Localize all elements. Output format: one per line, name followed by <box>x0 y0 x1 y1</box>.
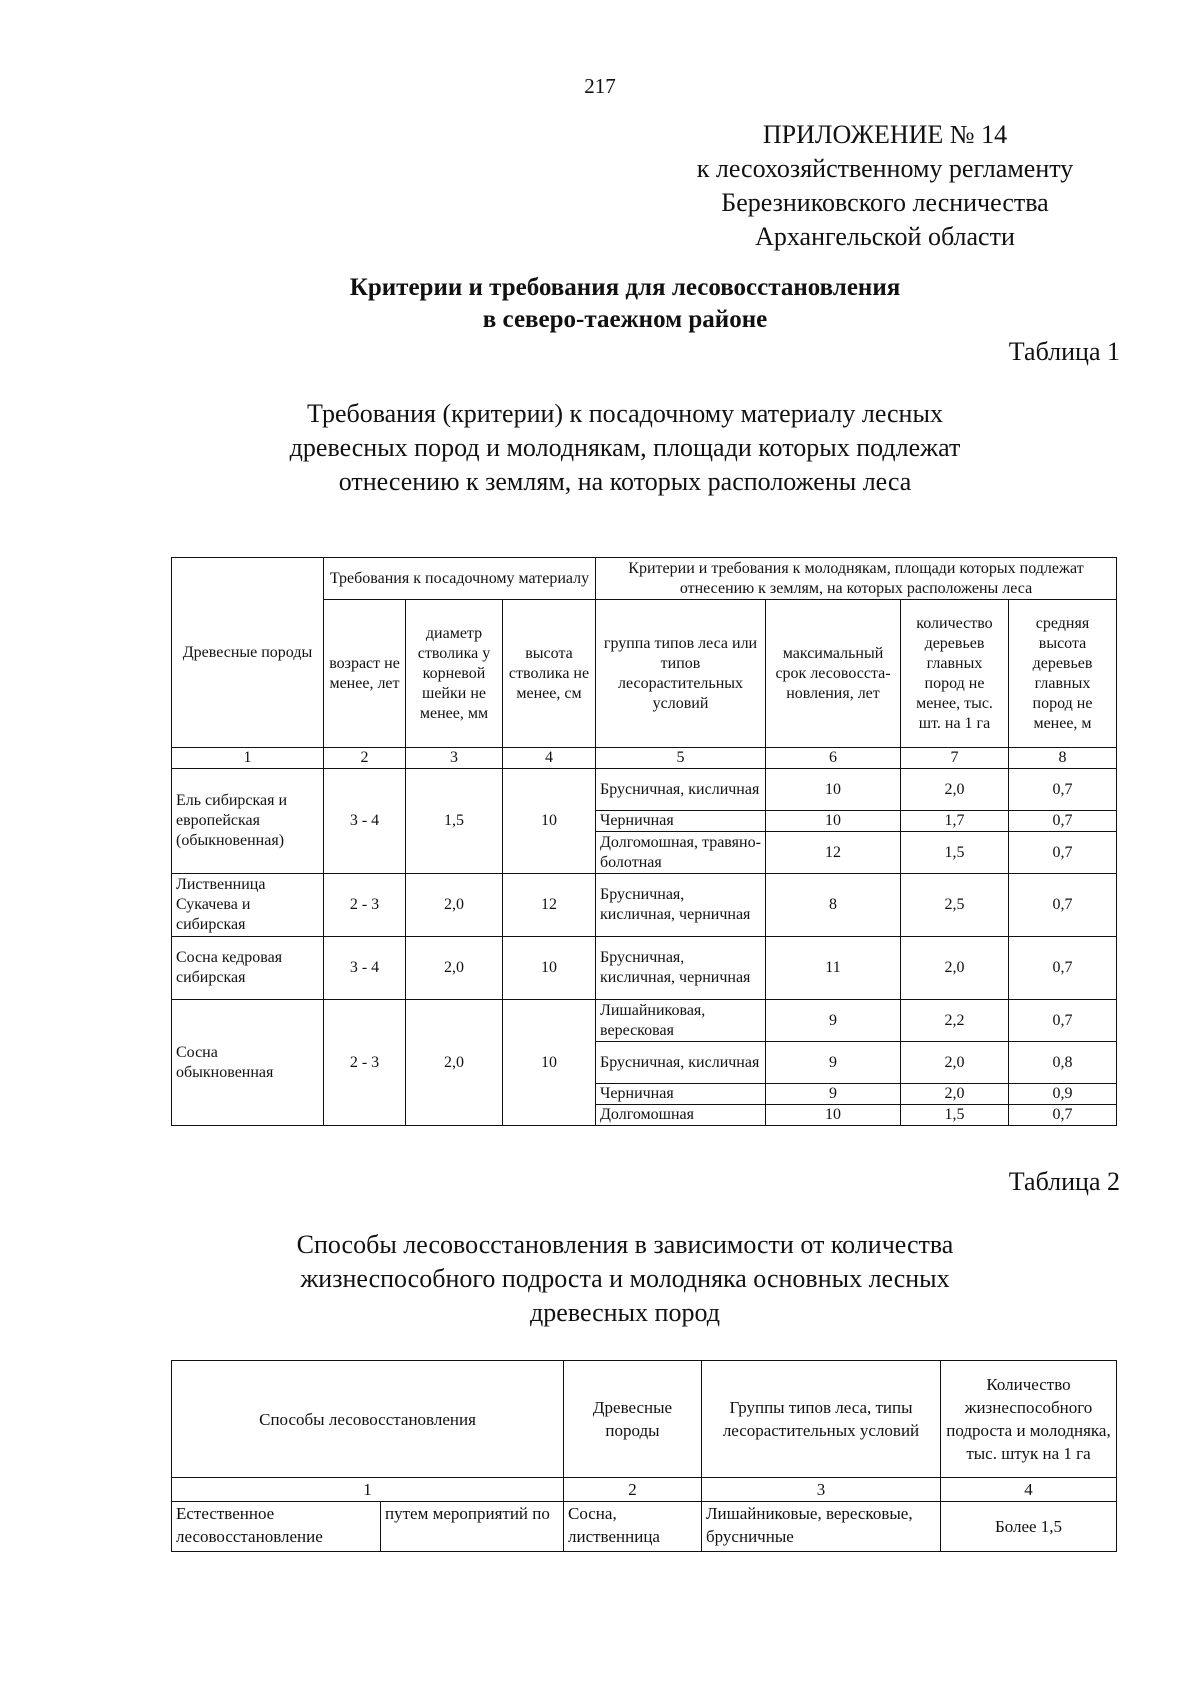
caption-line: древесных пород и молоднякам, площади которых подлежат <box>289 433 961 462</box>
term-cell: 10 <box>766 1105 901 1126</box>
term-cell: 10 <box>766 811 901 832</box>
table1-caption <box>0 397 1200 499</box>
diameter-cell: 2,0 <box>406 1000 503 1126</box>
forest-type-cell: Брусничная, кисличная, черничная <box>596 937 766 1000</box>
table-row <box>172 1502 1117 1552</box>
avg-height-cell: 0,7 <box>1009 937 1117 1000</box>
column-number: 5 <box>596 748 766 769</box>
count-cell: 1,7 <box>901 811 1009 832</box>
column-number: 4 <box>503 748 596 769</box>
table2-caption <box>0 1228 1200 1330</box>
forest-type-cell: Черничная <box>596 1084 766 1105</box>
table2-label: Таблица 2 <box>1008 1167 1120 1196</box>
height-cell: 12 <box>503 874 596 937</box>
forest-type-cell: Брусничная, кисличная <box>596 769 766 811</box>
header-diameter: диаметр стволика у корневой шейки не менее, мм <box>406 600 503 748</box>
submethod-cell: путем мероприятий по <box>381 1502 564 1552</box>
column-number: 1 <box>172 1478 564 1502</box>
avg-height-cell: 0,7 <box>1009 1105 1117 1126</box>
avg-height-cell: 0,7 <box>1009 1000 1117 1042</box>
appendix-line: Архангельской области <box>755 222 1015 251</box>
count-cell: 2,0 <box>901 1042 1009 1084</box>
forest-type-cell: Долгомошная <box>596 1105 766 1126</box>
forest-type-cell: Брусничная, кисличная <box>596 1042 766 1084</box>
header-max-term: максимальный срок лесовосста-новления, лет <box>766 600 901 748</box>
page-number: 217 <box>584 74 616 98</box>
header-quantity: Количество жизнеспособного подроста и молодняка, тыс. штук на 1 га <box>941 1361 1117 1478</box>
header-age: возраст не менее, лет <box>324 600 406 748</box>
table-row <box>172 1000 1117 1042</box>
header-species: Древесные породы <box>564 1361 702 1478</box>
term-cell: 11 <box>766 937 901 1000</box>
forest-type-cell: Долгомошная, травяно-болотная <box>596 832 766 874</box>
species-cell: Ель сибирская и европейская (обыкновенная) <box>172 769 324 874</box>
avg-height-cell: 0,9 <box>1009 1084 1117 1105</box>
height-cell: 10 <box>503 769 596 874</box>
table1-label: Таблица 1 <box>1008 337 1120 366</box>
header-group-young: Критерии и требования к молоднякам, площади которых подлежат отнесению к землям, на которых расположены леса <box>596 558 1117 600</box>
species-cell: Сосна кедровая сибирская <box>172 937 324 1000</box>
term-cell: 8 <box>766 874 901 937</box>
header-forest-types: Группы типов леса, типы лесорастительных условий <box>702 1361 941 1478</box>
avg-height-cell: 0,7 <box>1009 811 1117 832</box>
appendix-line: Березниковского лесничества <box>721 188 1049 217</box>
column-number: 4 <box>941 1478 1117 1502</box>
table-row <box>172 769 1117 811</box>
header-group-planting: Требования к посадочному материалу <box>324 558 596 600</box>
count-cell: 2,2 <box>901 1000 1009 1042</box>
species-cell: Лиственница Сукачева и сибирская <box>172 874 324 937</box>
species-cell: Сосна обыкновенная <box>172 1000 324 1126</box>
appendix-line: к лесохозяйственному регламенту <box>696 154 1074 183</box>
column-number: 7 <box>901 748 1009 769</box>
table1 <box>171 557 1117 1126</box>
caption-line: древесных пород <box>530 1298 720 1327</box>
count-cell: 2,0 <box>901 769 1009 811</box>
count-cell: 2,0 <box>901 1084 1009 1105</box>
avg-height-cell: 0,7 <box>1009 874 1117 937</box>
avg-height-cell: 0,8 <box>1009 1042 1117 1084</box>
document-title-line: в северо-таежном районе <box>482 306 768 333</box>
forest-types-cell: Лишайниковые, вересковые, брусничные <box>702 1502 941 1552</box>
term-cell: 9 <box>766 1000 901 1042</box>
term-cell: 9 <box>766 1042 901 1084</box>
table2 <box>171 1360 1117 1552</box>
caption-line: отнесению к землям, на которых расположены леса <box>338 467 912 496</box>
column-number: 8 <box>1009 748 1117 769</box>
age-cell: 3 - 4 <box>324 937 406 1000</box>
avg-height-cell: 0,7 <box>1009 769 1117 811</box>
forest-type-cell: Лишайниковая, вересковая <box>596 1000 766 1042</box>
forest-type-cell: Брусничная, кисличная, черничная <box>596 874 766 937</box>
appendix-heading <box>650 118 1120 254</box>
age-cell: 3 - 4 <box>324 769 406 874</box>
column-number: 2 <box>324 748 406 769</box>
count-cell: 1,5 <box>901 1105 1009 1126</box>
term-cell: 12 <box>766 832 901 874</box>
header-forest-type: группа типов леса или типов лесорастительных условий <box>596 600 766 748</box>
term-cell: 9 <box>766 1084 901 1105</box>
document-title-line: Критерии и требования для лесовосстановления <box>349 274 901 301</box>
caption-line: Требования (критерии) к посадочному материалу лесных <box>307 399 943 428</box>
column-number: 2 <box>564 1478 702 1502</box>
column-number: 1 <box>172 748 324 769</box>
header-species: Древесные породы <box>172 558 324 748</box>
age-cell: 2 - 3 <box>324 1000 406 1126</box>
column-number: 3 <box>702 1478 941 1502</box>
column-number: 6 <box>766 748 901 769</box>
header-avg-height: средняя высота деревьев главных пород не менее, м <box>1009 600 1117 748</box>
document-title <box>0 272 1200 336</box>
caption-line: жизнеспособного подроста и молодняка основных лесных <box>300 1264 950 1293</box>
count-cell: 1,5 <box>901 832 1009 874</box>
age-cell: 2 - 3 <box>324 874 406 937</box>
caption-line: Способы лесовосстановления в зависимости от количества <box>296 1230 954 1259</box>
table-row <box>172 937 1117 1000</box>
header-methods: Способы лесовосстановления <box>172 1361 564 1478</box>
column-number: 3 <box>406 748 503 769</box>
avg-height-cell: 0,7 <box>1009 832 1117 874</box>
count-cell: 2,0 <box>901 937 1009 1000</box>
header-tree-count: количество деревьев главных пород не менее, тыс. шт. на 1 га <box>901 600 1009 748</box>
diameter-cell: 2,0 <box>406 874 503 937</box>
count-cell: 2,5 <box>901 874 1009 937</box>
forest-type-cell: Черничная <box>596 811 766 832</box>
quantity-cell: Более 1,5 <box>941 1502 1117 1552</box>
table-row <box>172 874 1117 937</box>
height-cell: 10 <box>503 1000 596 1126</box>
method-cell: Естественное лесовосстановление <box>172 1502 381 1552</box>
height-cell: 10 <box>503 937 596 1000</box>
term-cell: 10 <box>766 769 901 811</box>
diameter-cell: 1,5 <box>406 769 503 874</box>
header-height: высота стволика не менее, см <box>503 600 596 748</box>
diameter-cell: 2,0 <box>406 937 503 1000</box>
species-cell: Сосна, лиственница <box>564 1502 702 1552</box>
appendix-title: ПРИЛОЖЕНИЕ № 14 <box>762 120 1008 149</box>
